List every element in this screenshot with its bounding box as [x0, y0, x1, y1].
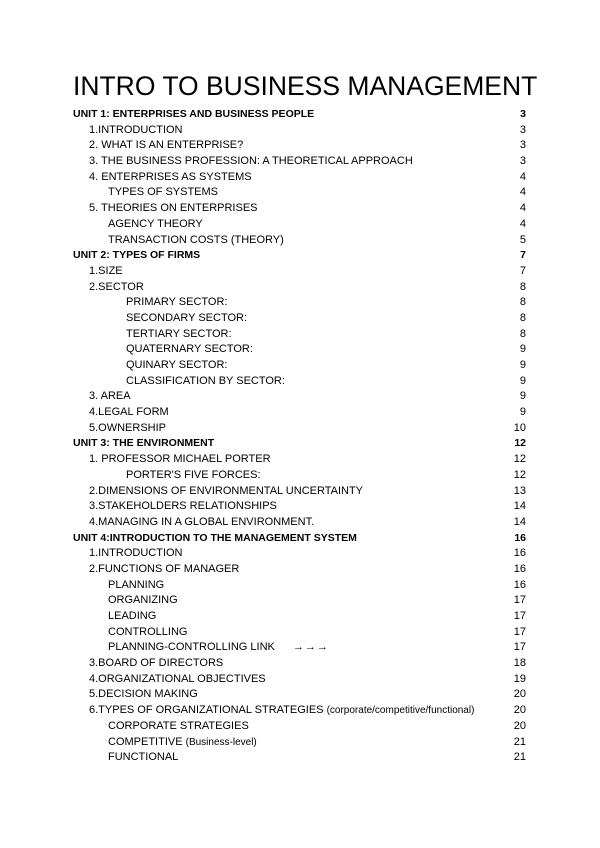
toc-entry-note: (corporate/competitive/functional): [326, 705, 475, 717]
toc-entry[interactable]: [0, 562, 600, 578]
toc-entry-label: CONTROLLING: [108, 625, 188, 638]
toc-entry-label: 4.MANAGING IN A GLOBAL ENVIRONMENT.: [89, 515, 315, 528]
toc-entry[interactable]: [0, 405, 600, 421]
toc-entry-page: 3: [519, 123, 526, 136]
toc-entry-label: UNIT 3: THE ENVIRONMENT: [73, 437, 215, 450]
toc-entry-page: 8: [519, 327, 526, 340]
toc-entry-page: 20: [513, 688, 526, 701]
toc-entry-page: 3: [519, 139, 526, 152]
toc-entry-label: UNIT 4:INTRODUCTION TO THE MANAGEMENT SYSTEM: [73, 531, 357, 544]
toc-entry-page: 20: [513, 719, 526, 732]
toc-entry-label: AGENCY THEORY: [108, 217, 203, 230]
toc-entry[interactable]: [0, 625, 600, 641]
toc-entry[interactable]: [0, 185, 600, 201]
toc-entry[interactable]: [0, 201, 600, 217]
toc-entry-label: 3.BOARD OF DIRECTORS: [89, 657, 224, 670]
toc-entry-page: 9: [519, 406, 526, 419]
toc-entry[interactable]: [0, 703, 600, 719]
toc-entry-page: 4: [519, 186, 526, 199]
toc-entry[interactable]: [0, 295, 600, 311]
toc-entry-page: 12: [514, 437, 526, 450]
toc-entry-page: 8: [519, 280, 526, 293]
toc-entry[interactable]: [0, 248, 600, 264]
toc-entry-label: 2.SECTOR: [89, 280, 144, 293]
toc-entry[interactable]: [0, 170, 600, 186]
toc-entry-page: 17: [513, 610, 526, 622]
toc-entry-page: 12: [513, 453, 526, 466]
toc-entry-label: 3.STAKEHOLDERS RELATIONSHIPS: [89, 500, 277, 513]
toc-entry-label: LEADING: [108, 610, 157, 622]
toc-entry-label: 4.ORGANIZATIONAL OBJECTIVES: [89, 672, 266, 685]
toc-entry-label: 2.DIMENSIONS OF ENVIRONMENTAL UNCERTAINTY: [89, 484, 364, 497]
toc-entry-page: 13: [513, 484, 526, 497]
toc-entry[interactable]: [0, 640, 600, 656]
toc-entry[interactable]: [0, 750, 600, 766]
toc-entry-label: PLANNING-CONTROLLING LINK: [108, 641, 275, 654]
toc-entry-page: 3: [519, 155, 526, 168]
toc-entry-page: 9: [519, 359, 526, 371]
toc-entry[interactable]: [0, 264, 600, 280]
toc-entry-page: 19: [513, 672, 526, 685]
toc-entry-label: SECONDARY SECTOR:: [126, 311, 248, 324]
toc-entry[interactable]: [0, 374, 600, 390]
document-title: INTRO TO BUSINESS MANAGEMENT: [73, 71, 538, 101]
toc-entry[interactable]: [0, 217, 600, 233]
toc-entry[interactable]: [0, 609, 600, 625]
toc-entry-page: 16: [513, 562, 526, 575]
toc-entry-page: 16: [513, 547, 526, 560]
toc-entry-label: UNIT 1: ENTERPRISES AND BUSINESS PEOPLE: [73, 108, 315, 120]
toc-entry[interactable]: [0, 468, 600, 484]
toc-entry-page: 4: [519, 170, 526, 183]
toc-entry[interactable]: [0, 154, 600, 170]
toc-entry-label: 3. AREA: [89, 390, 131, 403]
toc-entry[interactable]: [0, 358, 600, 374]
toc-entry-label: CORPORATE STRATEGIES: [108, 719, 249, 732]
toc-entry-page: 8: [519, 296, 526, 309]
arrows-icon: →→→: [292, 641, 329, 654]
toc-entry-label: 5.OWNERSHIP: [89, 421, 167, 434]
toc-entry-label: TYPES OF SYSTEMS: [108, 186, 219, 199]
toc-entry[interactable]: [0, 672, 600, 688]
toc-entry-label: 1.SIZE: [89, 264, 123, 277]
toc-entry-page: 17: [513, 594, 526, 607]
toc-entry[interactable]: [0, 687, 600, 703]
toc-entry-label: 2. WHAT IS AN ENTERPRISE?: [89, 139, 244, 152]
toc-entry[interactable]: [0, 546, 600, 562]
toc-entry[interactable]: [0, 280, 600, 296]
toc-entry[interactable]: [0, 233, 600, 249]
toc-entry[interactable]: [0, 515, 600, 531]
toc-entry[interactable]: [0, 342, 600, 358]
toc-entry-label: 1. PROFESSOR MICHAEL PORTER: [89, 453, 271, 466]
table-of-contents: [0, 107, 600, 766]
toc-entry[interactable]: [0, 484, 600, 500]
toc-entry[interactable]: [0, 735, 600, 751]
toc-entry-label: PRIMARY SECTOR:: [126, 296, 228, 309]
toc-entry-label: FUNCTIONAL: [108, 751, 179, 764]
toc-entry-label: 1.INTRODUCTION: [89, 123, 183, 136]
toc-entry-page: 20: [513, 704, 526, 717]
toc-entry[interactable]: [0, 107, 600, 123]
toc-entry-label: 5.DECISION MAKING: [89, 688, 198, 701]
toc-entry-label: 3. THE BUSINESS PROFESSION: A THEORETICAL APPROACH: [89, 155, 413, 168]
toc-entry[interactable]: [0, 123, 600, 139]
toc-entry[interactable]: [0, 531, 600, 547]
toc-entry[interactable]: [0, 593, 600, 609]
toc-entry-label: ORGANIZING: [108, 594, 178, 607]
toc-entry-label: QUATERNARY SECTOR:: [126, 343, 253, 356]
toc-entry-page: 16: [514, 531, 526, 544]
toc-entry-page: 21: [513, 735, 526, 748]
toc-entry-page: 4: [519, 202, 526, 215]
toc-entry-page: 21: [513, 751, 526, 764]
toc-entry[interactable]: [0, 436, 600, 452]
toc-entry[interactable]: [0, 719, 600, 735]
toc-entry[interactable]: [0, 578, 600, 594]
toc-entry-note: (Business-level): [185, 736, 257, 748]
toc-entry[interactable]: [0, 656, 600, 672]
toc-entry[interactable]: [0, 138, 600, 154]
toc-entry-label: 1.INTRODUCTION: [89, 547, 183, 560]
toc-entry-page: 14: [513, 500, 526, 513]
toc-entry-page: 5: [519, 233, 526, 246]
toc-entry-page: 14: [513, 515, 526, 528]
toc-entry-label: 4.LEGAL FORM: [89, 406, 169, 419]
toc-entry-label: 4. ENTERPRISES AS SYSTEMS: [89, 170, 252, 183]
toc-entry-page: 7: [519, 264, 526, 277]
toc-entry-page: 17: [513, 641, 526, 654]
toc-entry-page: 9: [519, 374, 526, 387]
toc-entry[interactable]: [0, 421, 600, 437]
toc-entry-label: 2.FUNCTIONS OF MANAGER: [89, 562, 240, 575]
toc-entry[interactable]: [0, 311, 600, 327]
toc-entry-page: 10: [513, 421, 526, 434]
toc-entry-page: 3: [520, 108, 526, 120]
toc-entry[interactable]: [0, 499, 600, 515]
toc-entry-page: 16: [513, 578, 526, 591]
toc-entry-label: 6.TYPES OF ORGANIZATIONAL STRATEGIES: [89, 704, 324, 717]
toc-entry-label: COMPETITIVE: [108, 735, 183, 748]
toc-entry[interactable]: [0, 327, 600, 343]
toc-entry-label: PORTER'S FIVE FORCES:: [126, 468, 261, 481]
toc-entry-label: 5. THEORIES ON ENTERPRISES: [89, 202, 258, 215]
toc-entry-page: 12: [513, 468, 526, 481]
toc-entry-label: TERTIARY SECTOR:: [126, 327, 232, 340]
toc-entry-page: 17: [513, 625, 526, 638]
toc-entry-label: PLANNING: [108, 578, 165, 591]
toc-entry-page: 9: [519, 343, 526, 356]
toc-entry-label: QUINARY SECTOR:: [126, 359, 228, 371]
toc-entry-label: UNIT 2: TYPES OF FIRMS: [73, 249, 201, 262]
toc-entry-label: CLASSIFICATION BY SECTOR:: [126, 374, 285, 387]
toc-entry[interactable]: [0, 389, 600, 405]
toc-entry-page: 9: [519, 390, 526, 403]
toc-entry-label: TRANSACTION COSTS (THEORY): [108, 233, 284, 246]
toc-entry-page: 7: [520, 249, 526, 262]
toc-entry-page: 18: [513, 657, 526, 670]
toc-entry-page: 4: [519, 217, 526, 230]
toc-entry-page: 8: [519, 311, 526, 324]
toc-entry[interactable]: [0, 452, 600, 468]
